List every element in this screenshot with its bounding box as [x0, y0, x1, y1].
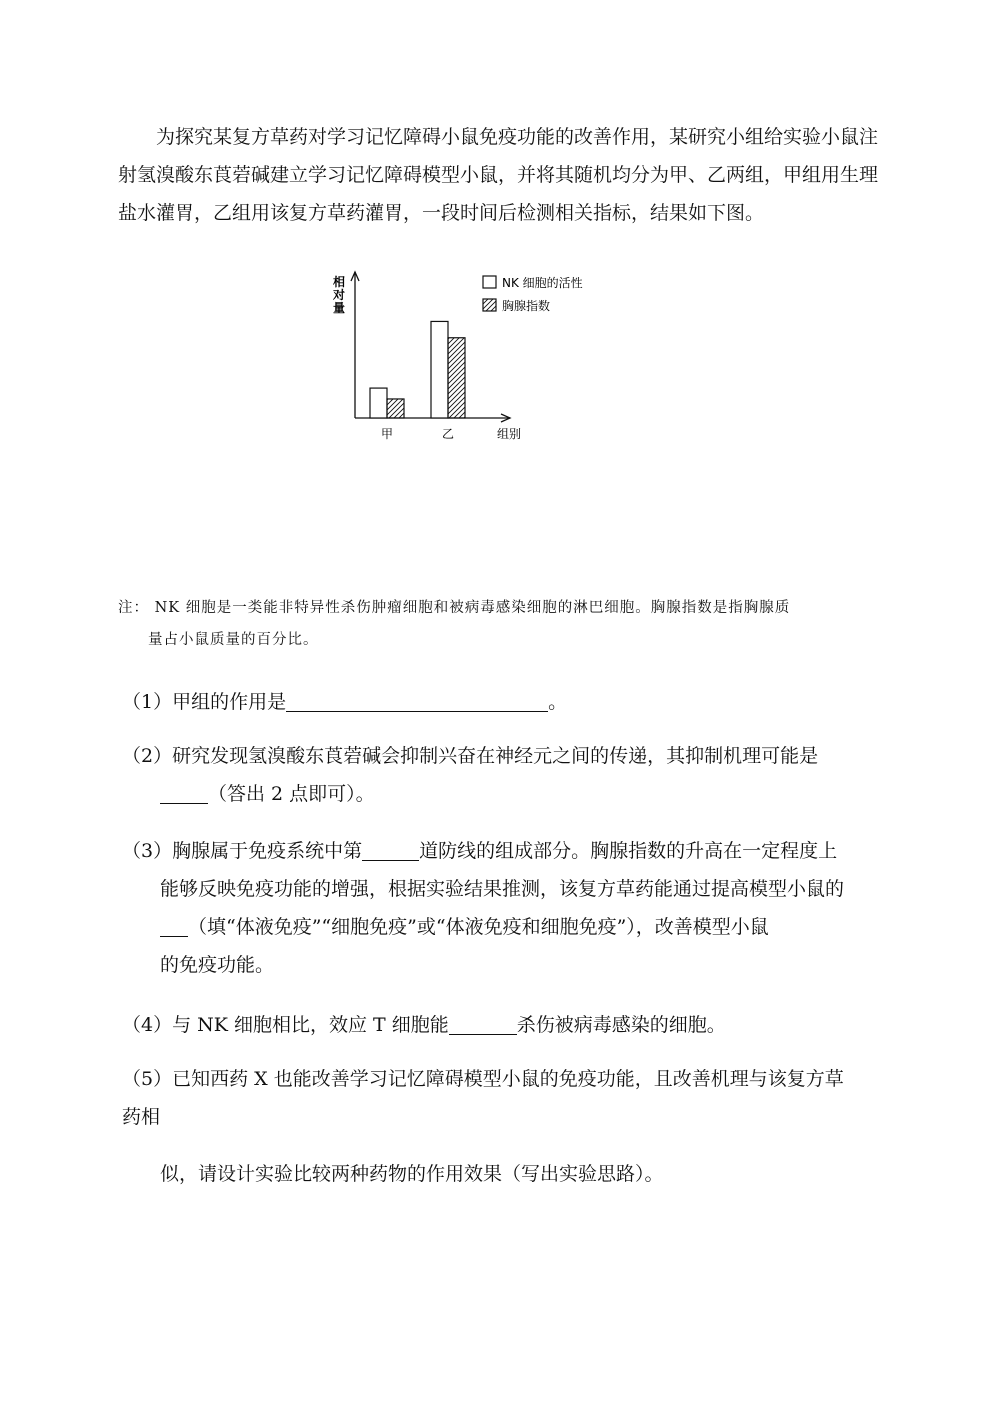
- intro-paragraph: 为探究某复方草药对学习记忆障碍小鼠免疫功能的改善作用，某研究小组给实验小鼠注射氢溴酸东莨菪碱建立学习记忆障碍模型小鼠，并将其随机均分为甲、乙两组，甲组用生理盐水灌胃，乙组用该复方草药灌胃，一段时间后检测相关指标，结果如下图。: [118, 126, 879, 224]
- q3-line-3: （填“体液免疫”“细胞免疫”或“体液免疫和细胞免疫”），改善模型小鼠: [188, 916, 769, 938]
- q1-suffix: 。: [548, 691, 568, 713]
- legend-label: NK 细胞的活性: [502, 276, 583, 290]
- q5-line-2: 药相: [122, 1106, 161, 1128]
- q3-line-4: 的免疫功能。: [160, 954, 275, 976]
- q1-answer-blank[interactable]: [286, 689, 548, 712]
- chart-bars: [370, 321, 465, 418]
- q3-line-2: 能够反映免疫功能的增强，根据实验结果推测，该复方草药能通过提高模型小鼠的: [160, 878, 845, 900]
- legend-swatch: [483, 276, 496, 288]
- x-tick-label: 甲: [380, 427, 394, 441]
- q3-prefix: （3）胸腺属于免疫系统中第: [122, 840, 363, 862]
- bar-thymus-index: [448, 338, 465, 418]
- note: [118, 592, 878, 656]
- note-line-2: 量占小鼠质量的百分比。: [148, 632, 319, 648]
- legend-label: 胸腺指数: [502, 299, 551, 313]
- y-axis-label-char: 量: [332, 301, 346, 315]
- q3-answer-blank-2[interactable]: [160, 914, 188, 937]
- q5-line-3: 似，请设计实验比较两种药物的作用效果（写出实验思路）。: [160, 1163, 664, 1185]
- bar-thymus-index: [387, 399, 404, 418]
- q3-mid: 道防线的组成部分。胸腺指数的升高在一定程度上: [419, 840, 838, 862]
- y-axis-label-char: 相: [332, 275, 346, 289]
- question-5: [122, 1060, 882, 1136]
- legend-swatch: [483, 299, 496, 311]
- chart-axes: [332, 272, 521, 441]
- y-axis-label-char: 对: [332, 288, 346, 302]
- question-2: [122, 737, 882, 813]
- q4-suffix: 杀伤被病毒感染的细胞。: [516, 1014, 726, 1036]
- chart-legend: [483, 275, 583, 313]
- q5-line-1: （5）已知西药 X 也能改善学习记忆障碍模型小鼠的免疫功能，且改善机理与该复方草: [122, 1068, 844, 1090]
- q2-line-2: （答出 2 点即可）。: [208, 783, 375, 805]
- q2-line-1: （2）研究发现氢溴酸东莨菪碱会抑制兴奋在神经元之间的传递，其抑制机理可能是: [122, 745, 819, 767]
- bar-nk-activity: [370, 388, 387, 418]
- x-axis-label: 组别: [496, 427, 522, 441]
- q4-prefix: （4）与 NK 细胞相比，效应 T 细胞能: [122, 1014, 449, 1036]
- x-tick-label: 乙: [441, 427, 455, 441]
- question-1: [122, 683, 882, 721]
- q3-answer-blank-1[interactable]: [362, 838, 419, 861]
- bar-chart: [320, 262, 610, 452]
- question-3: [122, 832, 882, 984]
- q2-answer-blank[interactable]: [160, 781, 208, 804]
- bar-nk-activity: [431, 321, 448, 418]
- q4-answer-blank[interactable]: [449, 1012, 517, 1035]
- note-line-1: 注： NK 细胞是一类能非特异性杀伤肿瘤细胞和被病毒感染细胞的淋巴细胞。胸腺指数是指胸腺质: [118, 600, 791, 616]
- q1-prefix: （1）甲组的作用是: [122, 691, 287, 713]
- question-4: [122, 1006, 882, 1044]
